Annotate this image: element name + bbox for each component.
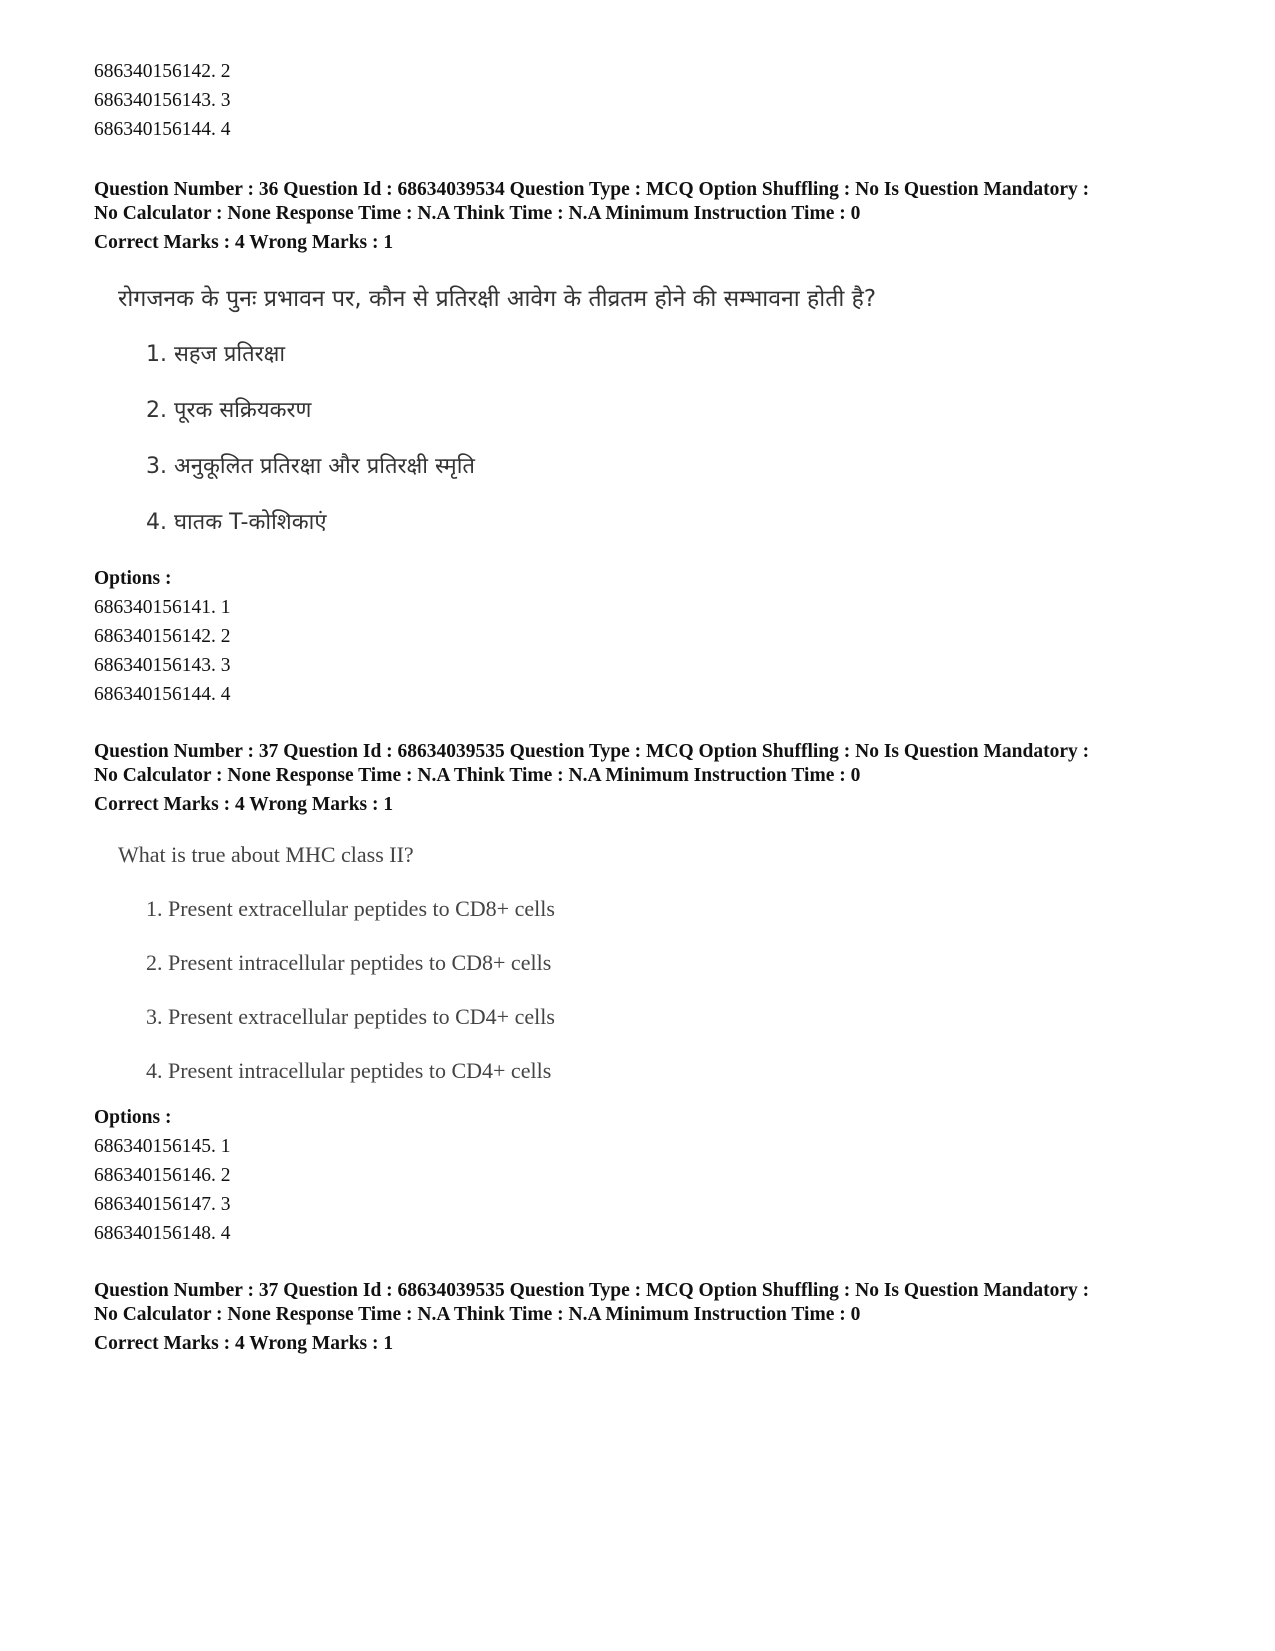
- question-37-body: [118, 840, 555, 1086]
- option-line: 686340156141. 1: [94, 597, 231, 618]
- question-choice: 4. घातक T-कोशिकाएं: [146, 510, 327, 535]
- option-line: 686340156142. 2: [94, 61, 231, 82]
- question-36-header: [94, 178, 1224, 255]
- question-meta-line-1: Question Number : 37 Question Id : 68634039535 Question Type : MCQ Option Shuffling : No Is Question Mandatory :: [94, 741, 1090, 762]
- question-marks: Correct Marks : 4 Wrong Marks : 1: [94, 794, 394, 815]
- question-meta-line-2: No Calculator : None Response Time : N.A Think Time : N.A Minimum Instruction Time : 0: [94, 1304, 861, 1325]
- question-37-header: [94, 740, 1224, 817]
- option-line: 686340156143. 3: [94, 90, 231, 111]
- question-meta-line-1: Question Number : 37 Question Id : 68634039535 Question Type : MCQ Option Shuffling : No Is Question Mandatory :: [94, 1280, 1090, 1301]
- question-text: रोगजनक के पुनः प्रभावन पर, कौन से प्रतिरक्षी आवेग के तीव्रतम होने की सम्भावना होती है?: [118, 286, 877, 312]
- question-text: What is true about MHC class II?: [118, 842, 414, 867]
- question-37-header-repeat: [94, 1279, 1224, 1356]
- question-choice: 3. अनुकूलित प्रतिरक्षा और प्रतिरक्षी स्मृति: [146, 454, 475, 479]
- question-choice: 2. पूरक सक्रियकरण: [146, 398, 312, 423]
- question-meta-line-2: No Calculator : None Response Time : N.A Think Time : N.A Minimum Instruction Time : 0: [94, 765, 861, 786]
- question-36-body: [118, 284, 876, 538]
- options-label: Options :: [94, 1107, 172, 1128]
- option-line: 686340156144. 4: [94, 119, 231, 140]
- option-line: 686340156146. 2: [94, 1165, 231, 1186]
- question-choice: 4. Present intracellular peptides to CD4+ cells: [146, 1058, 552, 1083]
- option-line: 686340156148. 4: [94, 1223, 231, 1244]
- question-choice: 2. Present intracellular peptides to CD8+ cells: [146, 950, 552, 975]
- question-choice: 1. सहज प्रतिरक्षा: [146, 342, 286, 367]
- question-marks: Correct Marks : 4 Wrong Marks : 1: [94, 232, 394, 253]
- question-meta-line-1: Question Number : 36 Question Id : 68634039534 Question Type : MCQ Option Shuffling : No Is Question Mandatory :: [94, 179, 1090, 200]
- option-line: 686340156142. 2: [94, 626, 231, 647]
- option-line: 686340156144. 4: [94, 684, 231, 705]
- question-choice: 1. Present extracellular peptides to CD8+ cells: [146, 896, 555, 921]
- option-line: 686340156147. 3: [94, 1194, 231, 1215]
- option-line: 686340156143. 3: [94, 655, 231, 676]
- options-label: Options :: [94, 568, 172, 589]
- question-36-options: [94, 564, 1224, 709]
- question-marks: Correct Marks : 4 Wrong Marks : 1: [94, 1333, 394, 1354]
- question-choice: 3. Present extracellular peptides to CD4+ cells: [146, 1004, 555, 1029]
- question-37-options: [94, 1103, 1224, 1248]
- previous-options-list: [94, 57, 1224, 144]
- option-line: 686340156145. 1: [94, 1136, 231, 1157]
- question-meta-line-2: No Calculator : None Response Time : N.A Think Time : N.A Minimum Instruction Time : 0: [94, 203, 861, 224]
